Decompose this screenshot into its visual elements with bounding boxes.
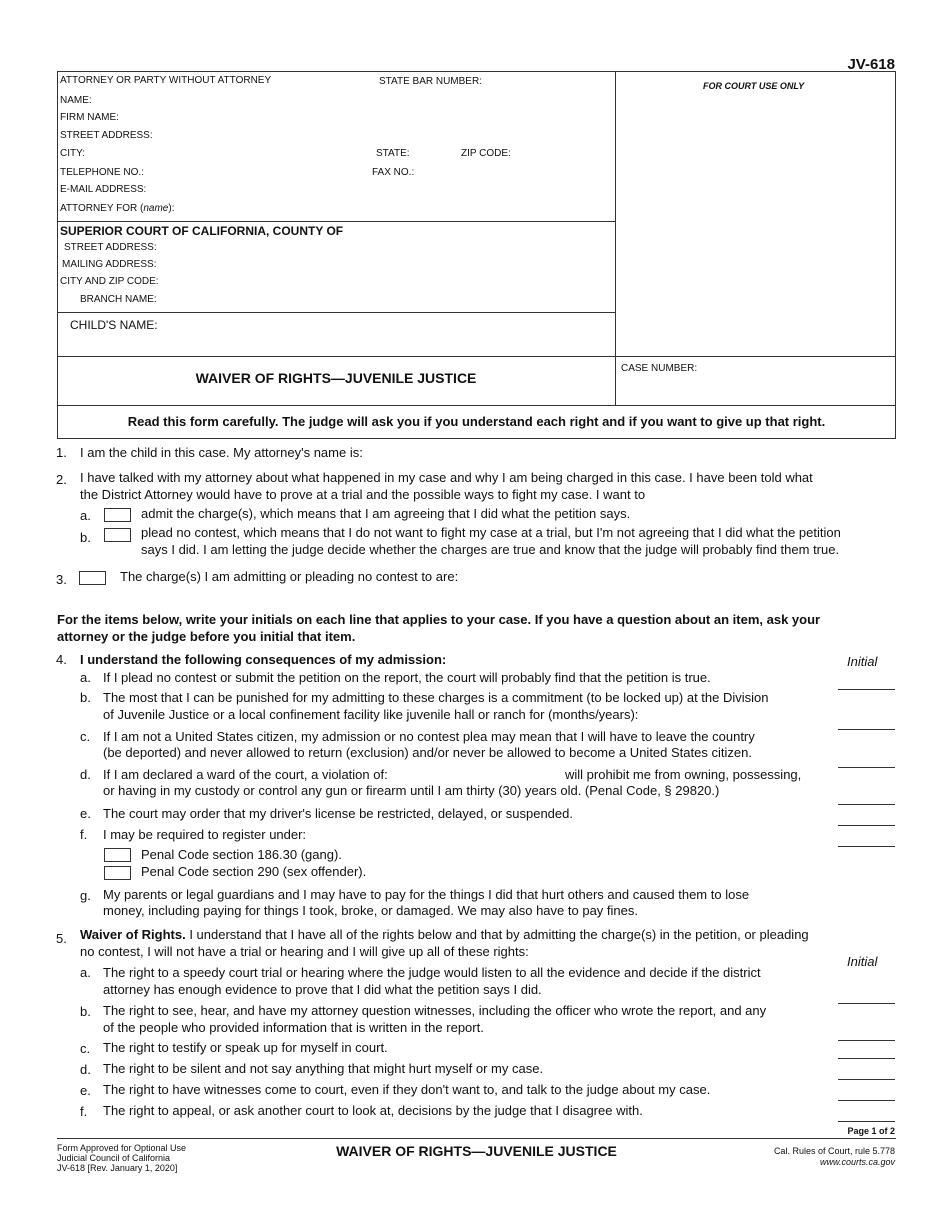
item5c-initial-line[interactable] <box>838 1058 895 1059</box>
item4c-line2: (be deported) and never allowed to return (exclusion) and/or never be allowed to become a United States citizen. <box>103 745 752 760</box>
form-approval: Form Approved for Optional Use Judicial Council of California JV-618 [Rev. January 1, 2020] <box>57 1143 187 1173</box>
court-use-only-label: FOR COURT USE ONLY <box>703 81 805 91</box>
city-label: CITY: <box>60 148 86 159</box>
item5b-line1: The right to see, hear, and have my attorney question witnesses, including the officer who wrote the report, and any <box>103 1003 767 1018</box>
item2a-text: admit the charge(s), which means that I am agreeing that I did what the petition says. <box>141 506 631 521</box>
item4c-label: c. <box>80 729 91 744</box>
item4b-line2: of Juvenile Justice or a local confinement facility like juvenile hall or ranch for (months/years): <box>103 707 639 722</box>
item4f-sex-offender-checkbox[interactable] <box>104 866 131 880</box>
item5a-line1: The right to a speedy court trial or hearing where the judge would listen to all the evidence and decide if the district <box>103 965 761 980</box>
item4a-initial-line[interactable] <box>838 689 895 690</box>
item4c-line1: If I am not a United States citizen, my admission or no contest plea may mean that I will have to leave the country <box>103 729 755 744</box>
item4f-option-sex-offender: Penal Code section 290 (sex offender). <box>141 864 367 879</box>
item5a-line2: attorney has enough evidence to prove that I did what the petition says I did. <box>103 982 542 997</box>
item4b-line1: The most that I can be punished for my admitting to these charges is a commitment (to be locked up) at the Division <box>103 690 769 705</box>
item5e-text: The right to have witnesses come to court, even if they don't want to, and talk to the judge about my case. <box>103 1082 711 1097</box>
item5e-initial-line[interactable] <box>838 1100 895 1101</box>
item5e-label: e. <box>80 1083 91 1098</box>
item5d-label: d. <box>80 1062 91 1077</box>
item4e-text: The court may order that my driver's license be restricted, delayed, or suspended. <box>103 806 573 821</box>
item4-heading: I understand the following consequences of my admission: <box>80 652 447 667</box>
footer-title: WAIVER OF RIGHTS—JUVENILE JUSTICE <box>336 1143 617 1159</box>
item4f-label: f. <box>80 827 88 842</box>
item3-checkbox[interactable] <box>79 571 106 585</box>
item5-line1: Waiver of Rights. I understand that I have all of the rights below and that by admitting the charge(s) in the petition, or pleading <box>80 927 809 942</box>
item5c-text: The right to testify or speak up for myself in court. <box>103 1040 388 1055</box>
item4e-label: e. <box>80 806 91 821</box>
item5-number: 5. <box>56 931 67 946</box>
item4-number: 4. <box>56 652 67 667</box>
attorney-for-label: ATTORNEY FOR (name): <box>60 203 175 214</box>
item4d-line1b: will prohibit me from owning, possessing, <box>565 767 802 782</box>
courts-website: www.courts.ca.gov <box>819 1157 895 1167</box>
instruction-text: Read this form carefully. The judge will ask you if you understand each right and if you want to give up that right. <box>127 414 826 429</box>
item4d-label: d. <box>80 767 91 782</box>
zip-code-label: ZIP CODE: <box>461 148 511 159</box>
footer-rule <box>57 1138 896 1139</box>
court-title: SUPERIOR COURT OF CALIFORNIA, COUNTY OF <box>60 224 344 238</box>
childs-name-label: CHILD'S NAME: <box>70 318 158 332</box>
court-street-address-label: STREET ADDRESS: <box>64 242 157 253</box>
item5d-text: The right to be silent and not say anything that might hurt myself or my case. <box>103 1061 544 1076</box>
city-zip-label: CITY AND ZIP CODE: <box>60 276 159 287</box>
item2a-label: a. <box>80 508 91 523</box>
item5b-label: b. <box>80 1004 91 1019</box>
item4-initial-header: Initial <box>847 654 878 669</box>
item2b-line2: says I did. I am letting the judge decide whether the charges are true and know that the judge will probably find them true. <box>141 542 840 557</box>
street-address-label: STREET ADDRESS: <box>60 130 153 141</box>
item2b-label: b. <box>80 530 91 545</box>
item4g-line1: My parents or legal guardians and I may have to pay for the things I did that hurt others and caused them to lose <box>103 887 750 902</box>
item2-line1: I have talked with my attorney about what happened in my case and why I am being charged in this case. I have been told what <box>80 470 813 485</box>
item5f-text: The right to appeal, or ask another court to look at, decisions by the judge that I disagree with. <box>103 1103 643 1118</box>
item5-initial-header: Initial <box>847 954 878 969</box>
page-number: Page 1 of 2 <box>847 1126 895 1136</box>
item2-line2: the District Attorney would have to prove at a trial and the possible ways to fight my case. I want to <box>80 487 646 502</box>
state-label: STATE: <box>376 148 410 159</box>
email-label: E-MAIL ADDRESS: <box>60 184 147 195</box>
item4d-initial-line[interactable] <box>838 804 895 805</box>
item4b-label: b. <box>80 690 91 705</box>
firm-name-label: FIRM NAME: <box>60 112 119 123</box>
item4b-initial-line[interactable] <box>838 729 895 730</box>
item4f-option-gang: Penal Code section 186.30 (gang). <box>141 847 342 862</box>
item5a-initial-line[interactable] <box>838 1003 895 1004</box>
item5-line2: no contest, I will not have a trial or hearing and I will give up all of these rights: <box>80 944 529 959</box>
telephone-label: TELEPHONE NO.: <box>60 167 144 178</box>
item2a-checkbox[interactable] <box>104 508 131 522</box>
item1-text: I am the child in this case. My attorney's name is: <box>80 445 363 460</box>
initials-instruction-line2: attorney or the judge before you initial that item. <box>57 629 356 644</box>
item1-number: 1. <box>56 445 67 460</box>
item4f-text: I may be required to register under: <box>103 827 307 842</box>
state-bar-number-label: STATE BAR NUMBER: <box>379 76 482 87</box>
branch-name-label: BRANCH NAME: <box>80 294 157 305</box>
item5f-label: f. <box>80 1104 88 1119</box>
fax-label: FAX NO.: <box>372 167 415 178</box>
form-title: WAIVER OF RIGHTS—JUVENILE JUSTICE <box>195 370 477 386</box>
attorney-or-party-label: ATTORNEY OR PARTY WITHOUT ATTORNEY <box>60 75 272 86</box>
form-number: JV-618 <box>847 56 895 73</box>
item4d-line2: or having in my custody or control any gun or firearm until I am thirty (30) years old. (Penal Code, § 29820.) <box>103 783 720 798</box>
item5b-initial-line[interactable] <box>838 1040 895 1041</box>
item5c-label: c. <box>80 1041 91 1056</box>
mailing-address-label: MAILING ADDRESS: <box>62 259 157 270</box>
name-label: NAME: <box>60 95 92 106</box>
item4g-line2: money, including paying for things I took, broke, or damaged. We may also have to pay fines. <box>103 903 638 918</box>
initials-instruction-line1: For the items below, write your initials on each line that applies to your case. If you have a question about an item, ask your <box>57 612 821 627</box>
footer-references <box>774 1146 895 1168</box>
case-number-label: CASE NUMBER: <box>621 363 698 374</box>
item3-number: 3. <box>56 572 67 587</box>
item5a-label: a. <box>80 965 91 980</box>
item4a-label: a. <box>80 670 91 685</box>
item2-number: 2. <box>56 472 67 487</box>
item4c-initial-line[interactable] <box>838 767 895 768</box>
item5b-line2: of the people who provided information that is written in the report. <box>103 1020 484 1035</box>
item4a-text: If I plead no contest or submit the petition on the report, the court will probably find that the petition is true. <box>103 670 711 685</box>
item4g-label: g. <box>80 888 91 903</box>
item4f-initial-line[interactable] <box>838 846 895 847</box>
item2b-checkbox[interactable] <box>104 528 131 542</box>
item5f-initial-line[interactable] <box>838 1121 895 1122</box>
item5d-initial-line[interactable] <box>838 1079 895 1080</box>
item4d-line1a: If I am declared a ward of the court, a violation of: <box>103 767 388 782</box>
item2b-line1: plead no contest, which means that I do not want to fight my case at a trial, but I'm not agreeing that I did what the petition <box>141 525 841 540</box>
item4f-gang-checkbox[interactable] <box>104 848 131 862</box>
rules-of-court: Cal. Rules of Court, rule 5.778 <box>773 1146 895 1156</box>
item3-text: The charge(s) I am admitting or pleading no contest to are: <box>120 569 459 584</box>
item4e-initial-line[interactable] <box>838 825 895 826</box>
